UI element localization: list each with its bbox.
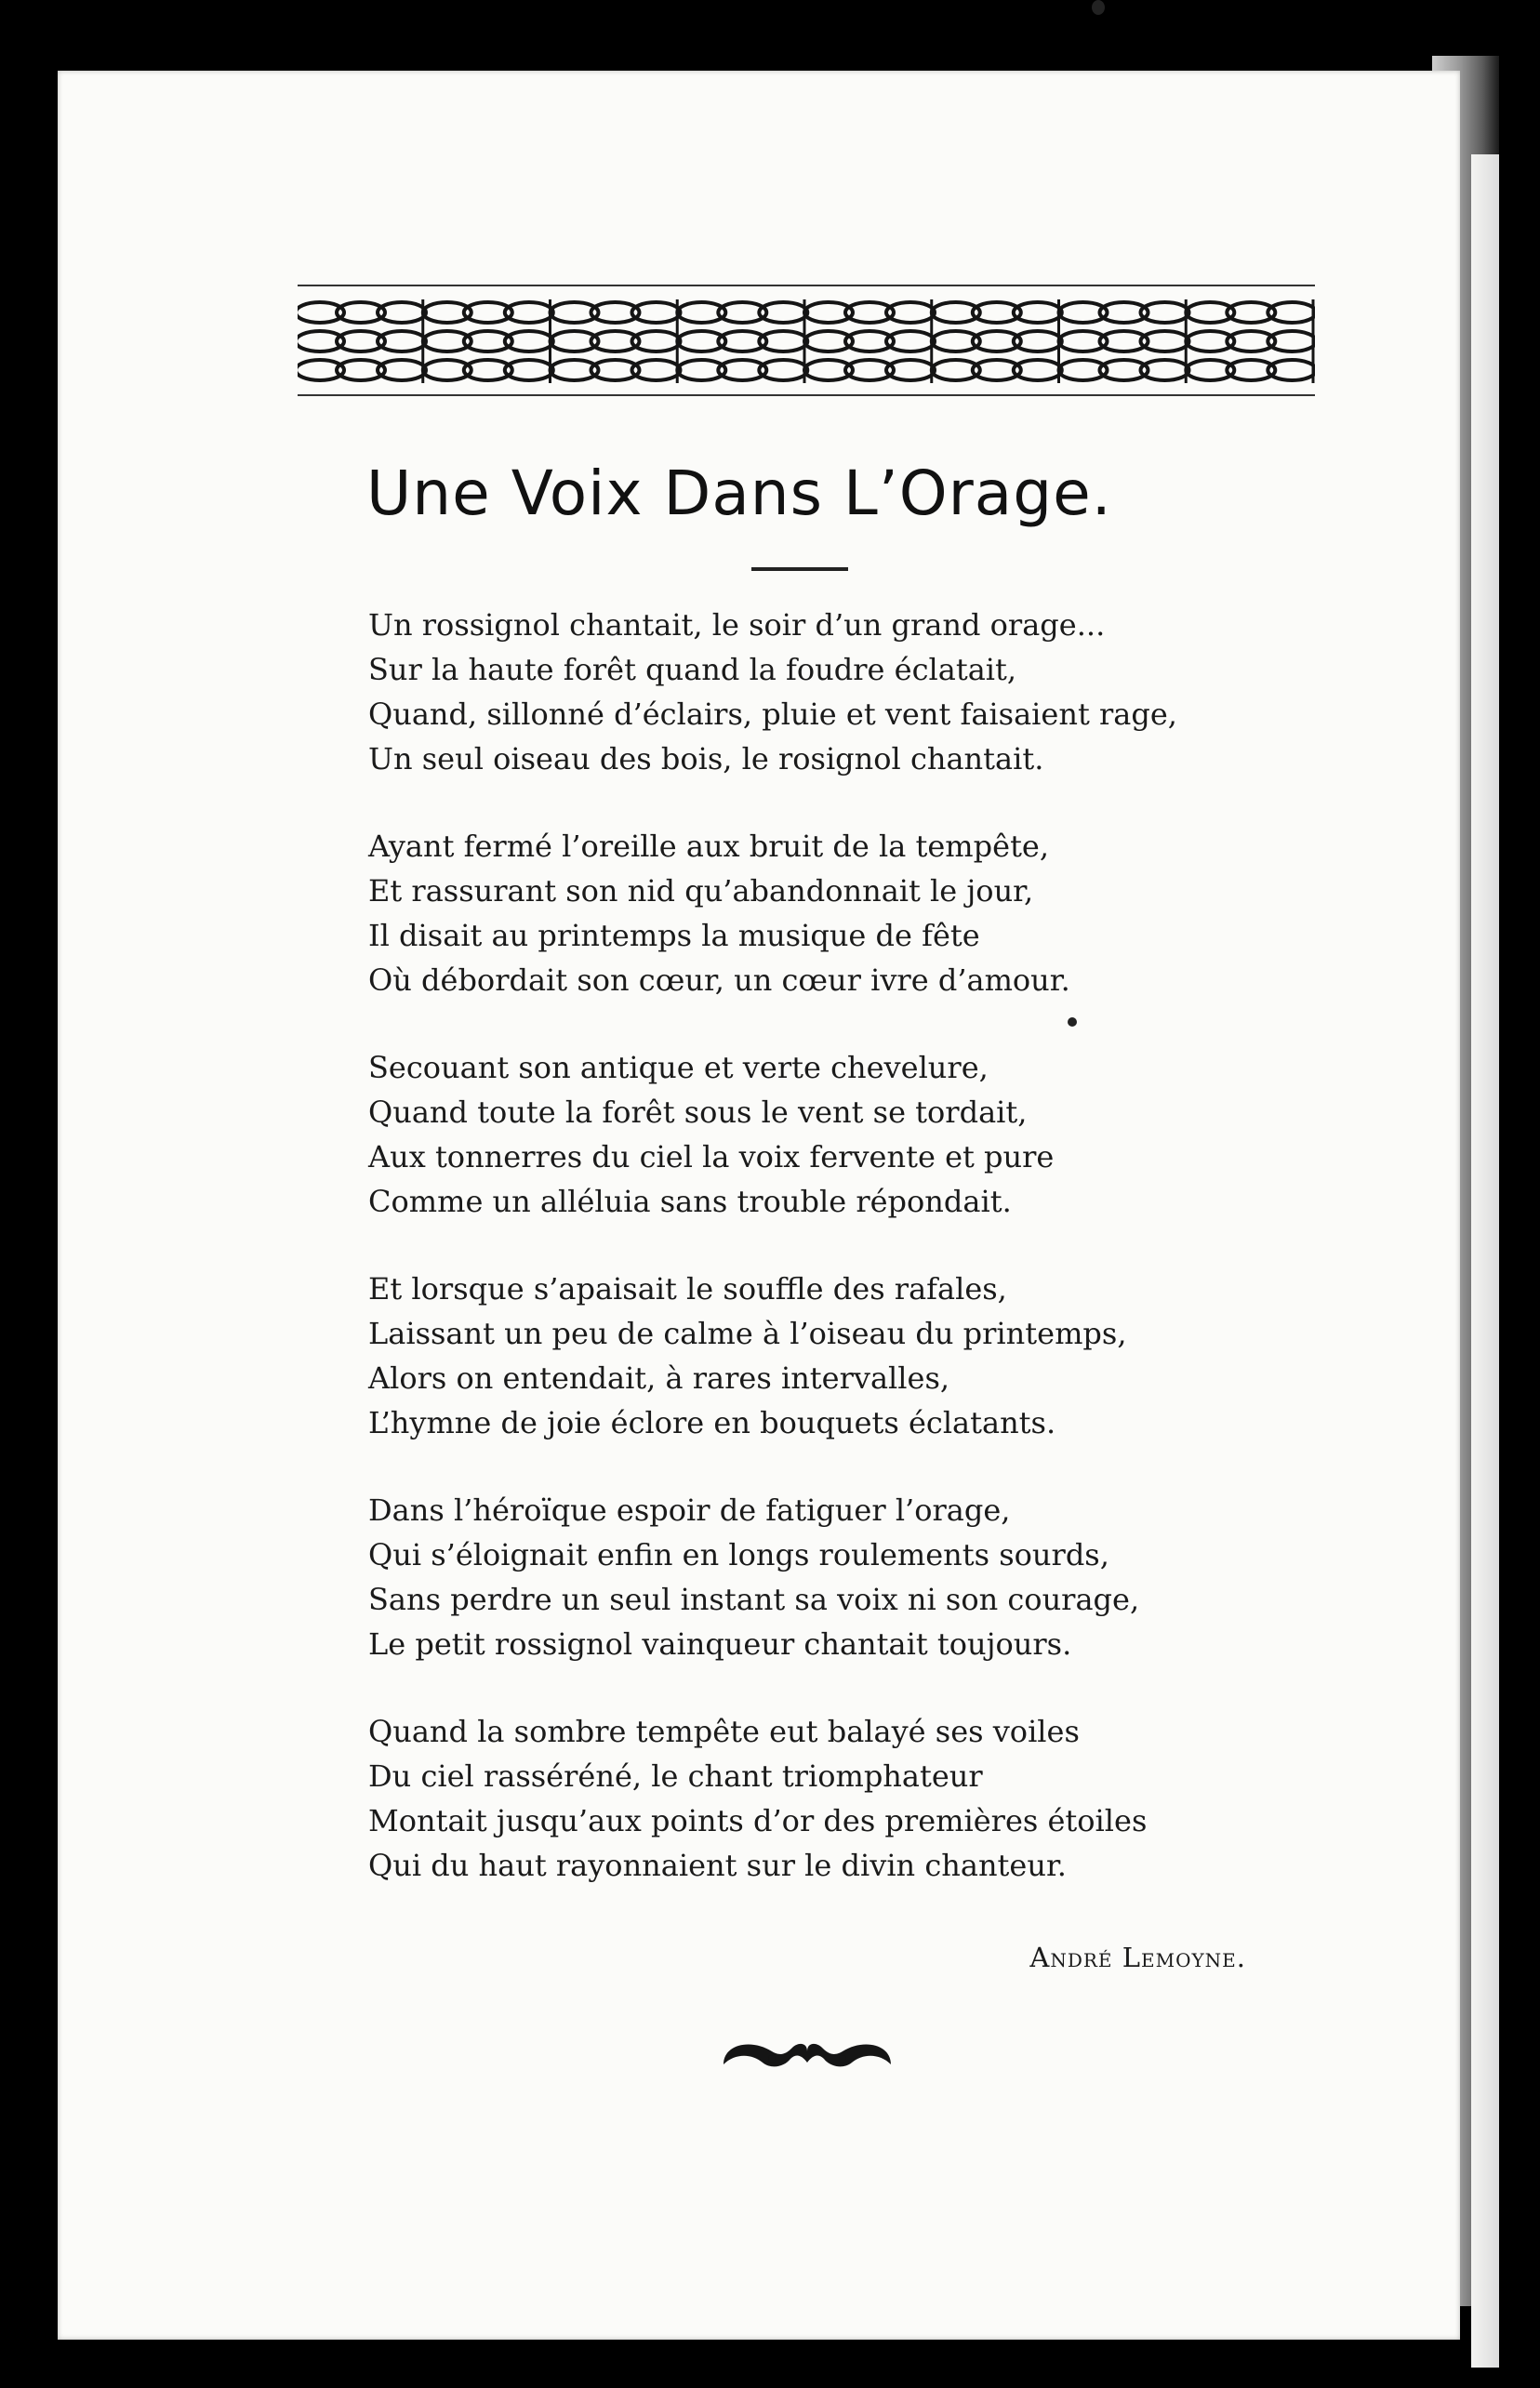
poem-line: Et rassurant son nid qu’abandonnait le jour, (368, 873, 1034, 909)
poem-line: Quand, sillonné d’éclairs, pluie et vent faisaient rage, (368, 696, 1177, 732)
headpiece-top-rule (298, 285, 1315, 286)
headpiece-ornament (298, 296, 1315, 387)
poem-stanza (368, 824, 1298, 1002)
poem-line: Montait jusqu’aux points d’or des premières étoiles (368, 1803, 1148, 1838)
ink-speck (1068, 1017, 1077, 1027)
poem-line: Du ciel rasséréné, le chant triomphateur (368, 1758, 983, 1794)
author-signature: André Lemoyne. (1029, 1942, 1246, 1973)
poem-line: Sans perdre un seul instant sa voix ni son courage, (368, 1582, 1140, 1617)
poem-stanza (368, 603, 1298, 781)
poem-line: Le petit rossignol vainqueur chantait toujours. (368, 1626, 1072, 1662)
poem-line: Laissant un peu de calme à l’oiseau du printemps, (368, 1316, 1127, 1351)
title-underline-rule (751, 567, 848, 571)
poem-line: Un rossignol chantait, le soir d’un grand orage... (368, 607, 1106, 643)
page-gutter (1471, 154, 1499, 2368)
poem-line: Un seul oiseau des bois, le rosignol chantait. (368, 741, 1044, 776)
poem-line: Qui du haut rayonnaient sur le divin chanteur. (368, 1848, 1067, 1883)
poem-stanza (368, 1709, 1298, 1888)
poem-line: L’hymne de joie éclore en bouquets éclatants. (368, 1405, 1056, 1440)
poem-line: Qui s’éloignait enfin en longs roulements sourds, (368, 1537, 1109, 1572)
poem-line: Dans l’héroïque espoir de fatiguer l’orage, (368, 1492, 1011, 1528)
ink-speck (1092, 0, 1105, 15)
poem-line: Quand la sombre tempête eut balayé ses voiles (368, 1714, 1080, 1749)
tailpiece-ornament (714, 2031, 900, 2077)
poem-title: Une Voix Dans L’Orage. (366, 458, 1112, 529)
poem-stanza (368, 1488, 1298, 1666)
poem-line: Ayant fermé l’oreille aux bruit de la tempête, (368, 829, 1050, 864)
headpiece-bottom-rule (298, 394, 1315, 396)
poem-line: Secouant son antique et verte chevelure, (368, 1050, 989, 1085)
poem-line: Aux tonnerres du ciel la voix fervente et pure (368, 1139, 1055, 1174)
poem-body (368, 603, 1298, 1930)
poem-stanza (368, 1045, 1298, 1224)
poem-line: Et lorsque s’apaisait le souffle des rafales, (368, 1271, 1007, 1307)
poem-line: Sur la haute forêt quand la foudre éclatait, (368, 652, 1017, 687)
poem-line: Comme un alléluia sans trouble répondait. (368, 1184, 1012, 1219)
poem-line: Il disait au printemps la musique de fête (368, 918, 980, 953)
poem-line: Où débordait son cœur, un cœur ivre d’amour. (368, 962, 1070, 998)
poem-line: Alors on entendait, à rares intervalles, (368, 1360, 950, 1396)
poem-stanza (368, 1267, 1298, 1445)
poem-line: Quand toute la forêt sous le vent se tordait, (368, 1094, 1028, 1130)
